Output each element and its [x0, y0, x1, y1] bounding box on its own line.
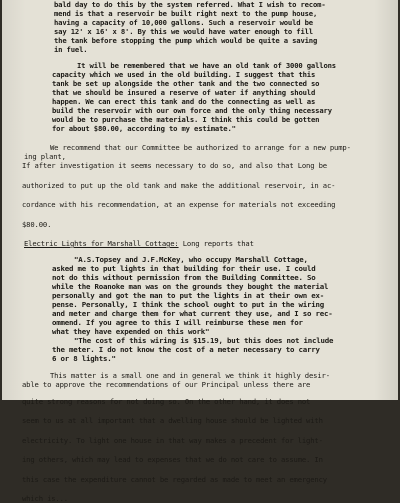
text-line: ing others, which may lead to expenses that we do not care to assume. In — [22, 455, 323, 464]
quote-line: 6 or 8 lights." — [52, 354, 116, 363]
text-line: mend is that a reservoir be built right next to the pump house, — [54, 9, 318, 18]
quote-line: not do this without permission from the Building Committee. So — [52, 273, 316, 282]
quote-line: what they have expended on this work" — [52, 327, 210, 336]
text-line: authorized to put up the old tank and make the additional reservoir, in ac- — [22, 181, 336, 190]
text-line: having a capacity of 10,000 gallons. Such a reservoir would be — [54, 18, 313, 27]
text-line: the tank before stopping the pump which would be quite a saving — [54, 36, 318, 45]
quote-line: personally and got the man to put the lights in at their own ex- — [52, 291, 324, 300]
text-line: that we should be insured a reserve of water if anything should — [52, 88, 316, 97]
quote-line: "The cost of this wiring is $15.19, but this does not include — [74, 336, 334, 345]
text-line: electricity. To light one house in that way makes a precedent for light- — [22, 436, 323, 445]
text-line: capacity which we used in the old building. I suggest that this — [52, 70, 316, 79]
text-line: $80.00. — [22, 220, 52, 229]
text-line: We recommend that our Committee be authorized to arrange for a new pump- — [50, 143, 351, 152]
text-line: ing plant, — [24, 152, 66, 161]
text-line: cordance with his recommendation, at an expense for materials not exceeding — [22, 200, 336, 209]
text-line: for about $80.00, according to my estimate." — [52, 124, 236, 133]
text-line: quite strong reasons for not doing so. On the other hand, it does not — [22, 397, 311, 406]
text-line: which is... — [22, 494, 68, 503]
heading-rest: Long reports that — [178, 239, 254, 248]
text-line: say 12' x 16' x 8'. By this we would have water enough to fill — [54, 27, 313, 36]
document-page — [2, 0, 398, 503]
text-line: seem to us at all important that a dwelling house should be lighted with — [22, 416, 323, 425]
text-line: this case the expenditure cannot be regarded as made to meet an emergency — [22, 475, 327, 484]
text-line: in fuel. — [54, 45, 88, 54]
heading-title: Electric Lights for Marshall Cottage: — [24, 239, 179, 248]
text-line: happen. We can erect this tank and do the connecting as well as — [52, 97, 316, 106]
text-line: bald day to do this by the system referred. What I wish to recom- — [54, 0, 326, 9]
quote-line: the meter. I do not know the cost of a meter necessary to carry — [52, 345, 320, 354]
quote-line: "A.S.Topsey and J.F.McKey, who occupy Marshall Cottage, — [74, 255, 308, 264]
text-line: tank be set up alongside the other tank and the two connected so — [52, 79, 320, 88]
text-line: able to approve the recommendations of our Principal unless there are — [22, 380, 311, 389]
text-line: If after investigation it seems necessary to do so, and also that Long be — [22, 161, 327, 170]
text-line: build the reservoir with our own force and the only thing necessary — [52, 106, 332, 115]
text-line: It will be remembered that we have an old tank of 3000 gallons — [77, 61, 336, 70]
quote-line: and meter and charge them for what current they use, and I so rec- — [52, 309, 333, 318]
quote-line: pense. Personally, I think the school ought to put in the wiring — [52, 300, 324, 309]
quote-line: ommend. If you agree to this I will reimburse these men for — [52, 318, 303, 327]
quote-line: while the Roanoke man was on the grounds they bought the material — [52, 282, 329, 291]
text-line: would be to purchase the materials. I think this could be gotten — [52, 115, 320, 124]
text-line: This matter is a small one and in general we think it highly desir- — [50, 371, 330, 380]
quote-line: asked me to put lights in that building for their use. I could — [52, 264, 316, 273]
section-heading — [24, 240, 254, 248]
